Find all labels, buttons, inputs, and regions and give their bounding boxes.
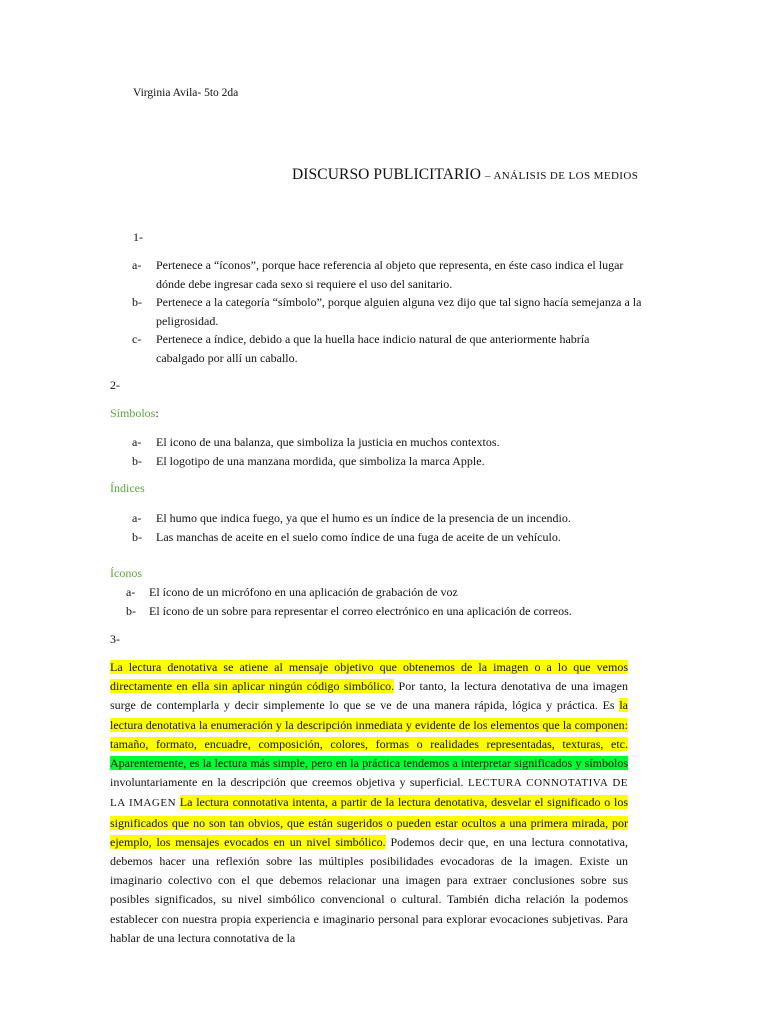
list-label: b- bbox=[132, 530, 142, 544]
simbolos-heading-text: Símbolos bbox=[110, 406, 156, 420]
list-text: El logotipo de una manzana mordida, que simboliza la marca Apple. bbox=[156, 454, 485, 468]
section-caps-heading: LECTURA CONNOTATIVA DE LA IMAGEN bbox=[110, 777, 628, 810]
list-label: a- bbox=[132, 511, 142, 525]
list-label: c- bbox=[132, 332, 142, 346]
list-label: b- bbox=[126, 604, 136, 618]
simbolos-item-b bbox=[132, 452, 652, 471]
simbolos-heading bbox=[110, 406, 159, 421]
list-text: El humo que indica fuego, ya que el humo es un índice de la presencia de un incendio. bbox=[156, 511, 571, 525]
indices-item-a bbox=[132, 509, 652, 528]
plain-text: Por tanto, la lectura denotativa de una imagen surge de contemplarla y decir simplemente lo que se ve de una manera rápida, lógica y práctica. Es bbox=[110, 679, 629, 713]
iconos-item-a bbox=[126, 583, 646, 602]
list-text: Pertenece a “íconos”, porque hace referencia al objeto que representa, en éste caso indica el lugar dónde debe ingresar cada sexo si requiere el uso del sanitario. bbox=[156, 258, 624, 291]
list-label: a- bbox=[132, 435, 142, 449]
q1-item-a bbox=[132, 256, 652, 294]
author-line: Virginia Avila- 5to 2da bbox=[133, 87, 239, 99]
indices-heading: Índices bbox=[110, 481, 145, 495]
highlight-yellow: la lectura denotativa la enumeración y la descripción inmediata y evidente de los elementos que la componen: tamaño, formato, encuadre, composición, colores, formas o realidades representadas, texturas, etc. bbox=[110, 698, 628, 751]
heading-colon: : bbox=[155, 406, 159, 420]
question-2-number: 2- bbox=[110, 378, 120, 392]
iconos-item-b bbox=[126, 602, 646, 621]
list-text: El ícono de un micrófono en una aplicación de grabación de voz bbox=[149, 585, 458, 599]
list-label: b- bbox=[132, 454, 142, 468]
highlight-yellow: La lectura connotativa intenta, a partir de la lectura denotativa, desvelar el significado o los significados que no son tan obvios, que están sugeridos o pueden estar ocultos a una primera mirada, por ejemplo, los mensajes evocados en un nivel simbólico. bbox=[110, 795, 628, 849]
highlight-yellow: La lectura denotativa se atiene al mensaje objetivo que obtenemos de la imagen o a lo que vemos directamente en ella sin aplicar ningún código simbólico. bbox=[110, 660, 628, 694]
document-title bbox=[292, 166, 638, 184]
list-label: a- bbox=[126, 585, 136, 599]
question-3-number: 3- bbox=[110, 632, 120, 646]
title-subtitle: – ANÁLISIS DE LOS MEDIOS bbox=[485, 170, 639, 182]
indices-item-b bbox=[132, 528, 652, 547]
plain-text: Podemos decir que, en una lectura connotativa, debemos hacer una reflexión sobre las múltiples posibilidades evocadoras de la imagen. Existe un imaginario colectivo con el que debemos relacionar una imagen para extraer conclusiones sobre sus posibles significados, su nivel simbólico convencional o cultural. También dicha relación la podemos establecer con nuestra propia experiencia e imaginario personal para explorar evocaciones subjetivas. Para hablar de una lectura connotativa de la bbox=[110, 834, 628, 945]
list-label: b- bbox=[132, 295, 142, 309]
simbolos-item-a bbox=[132, 433, 652, 452]
highlight-green: Aparentemente, es la lectura más simple, pero en la práctica tendemos a interpretar significados y símbolos bbox=[110, 756, 628, 771]
plain-text: involuntariamente en la descripción que creemos objetiva y superficial. bbox=[110, 775, 468, 790]
list-text: El ícono de un sobre para representar el correo electrónico en una aplicación de correos. bbox=[149, 604, 572, 618]
iconos-heading: Íconos bbox=[110, 566, 142, 580]
question-1-number: 1- bbox=[133, 230, 143, 244]
list-text: El icono de una balanza, que simboliza la justicia en muchos contextos. bbox=[156, 435, 500, 449]
q1-item-c bbox=[132, 330, 652, 368]
list-text: Pertenece a índice, debido a que la huella hace indicio natural de que anteriormente habría cabalgado por allí un caballo. bbox=[156, 332, 590, 365]
title-main: DISCURSO PUBLICITARIO bbox=[292, 166, 482, 183]
q1-item-b bbox=[132, 293, 652, 331]
q3-paragraph bbox=[110, 658, 628, 948]
list-text: Las manchas de aceite en el suelo como índice de una fuga de aceite de un vehículo. bbox=[156, 530, 561, 544]
list-text: Pertenece a la categoría “símbolo”, porque alguien alguna vez dijo que tal signo hacía semejanza a la peligrosidad. bbox=[156, 295, 642, 328]
list-label: a- bbox=[132, 258, 142, 272]
